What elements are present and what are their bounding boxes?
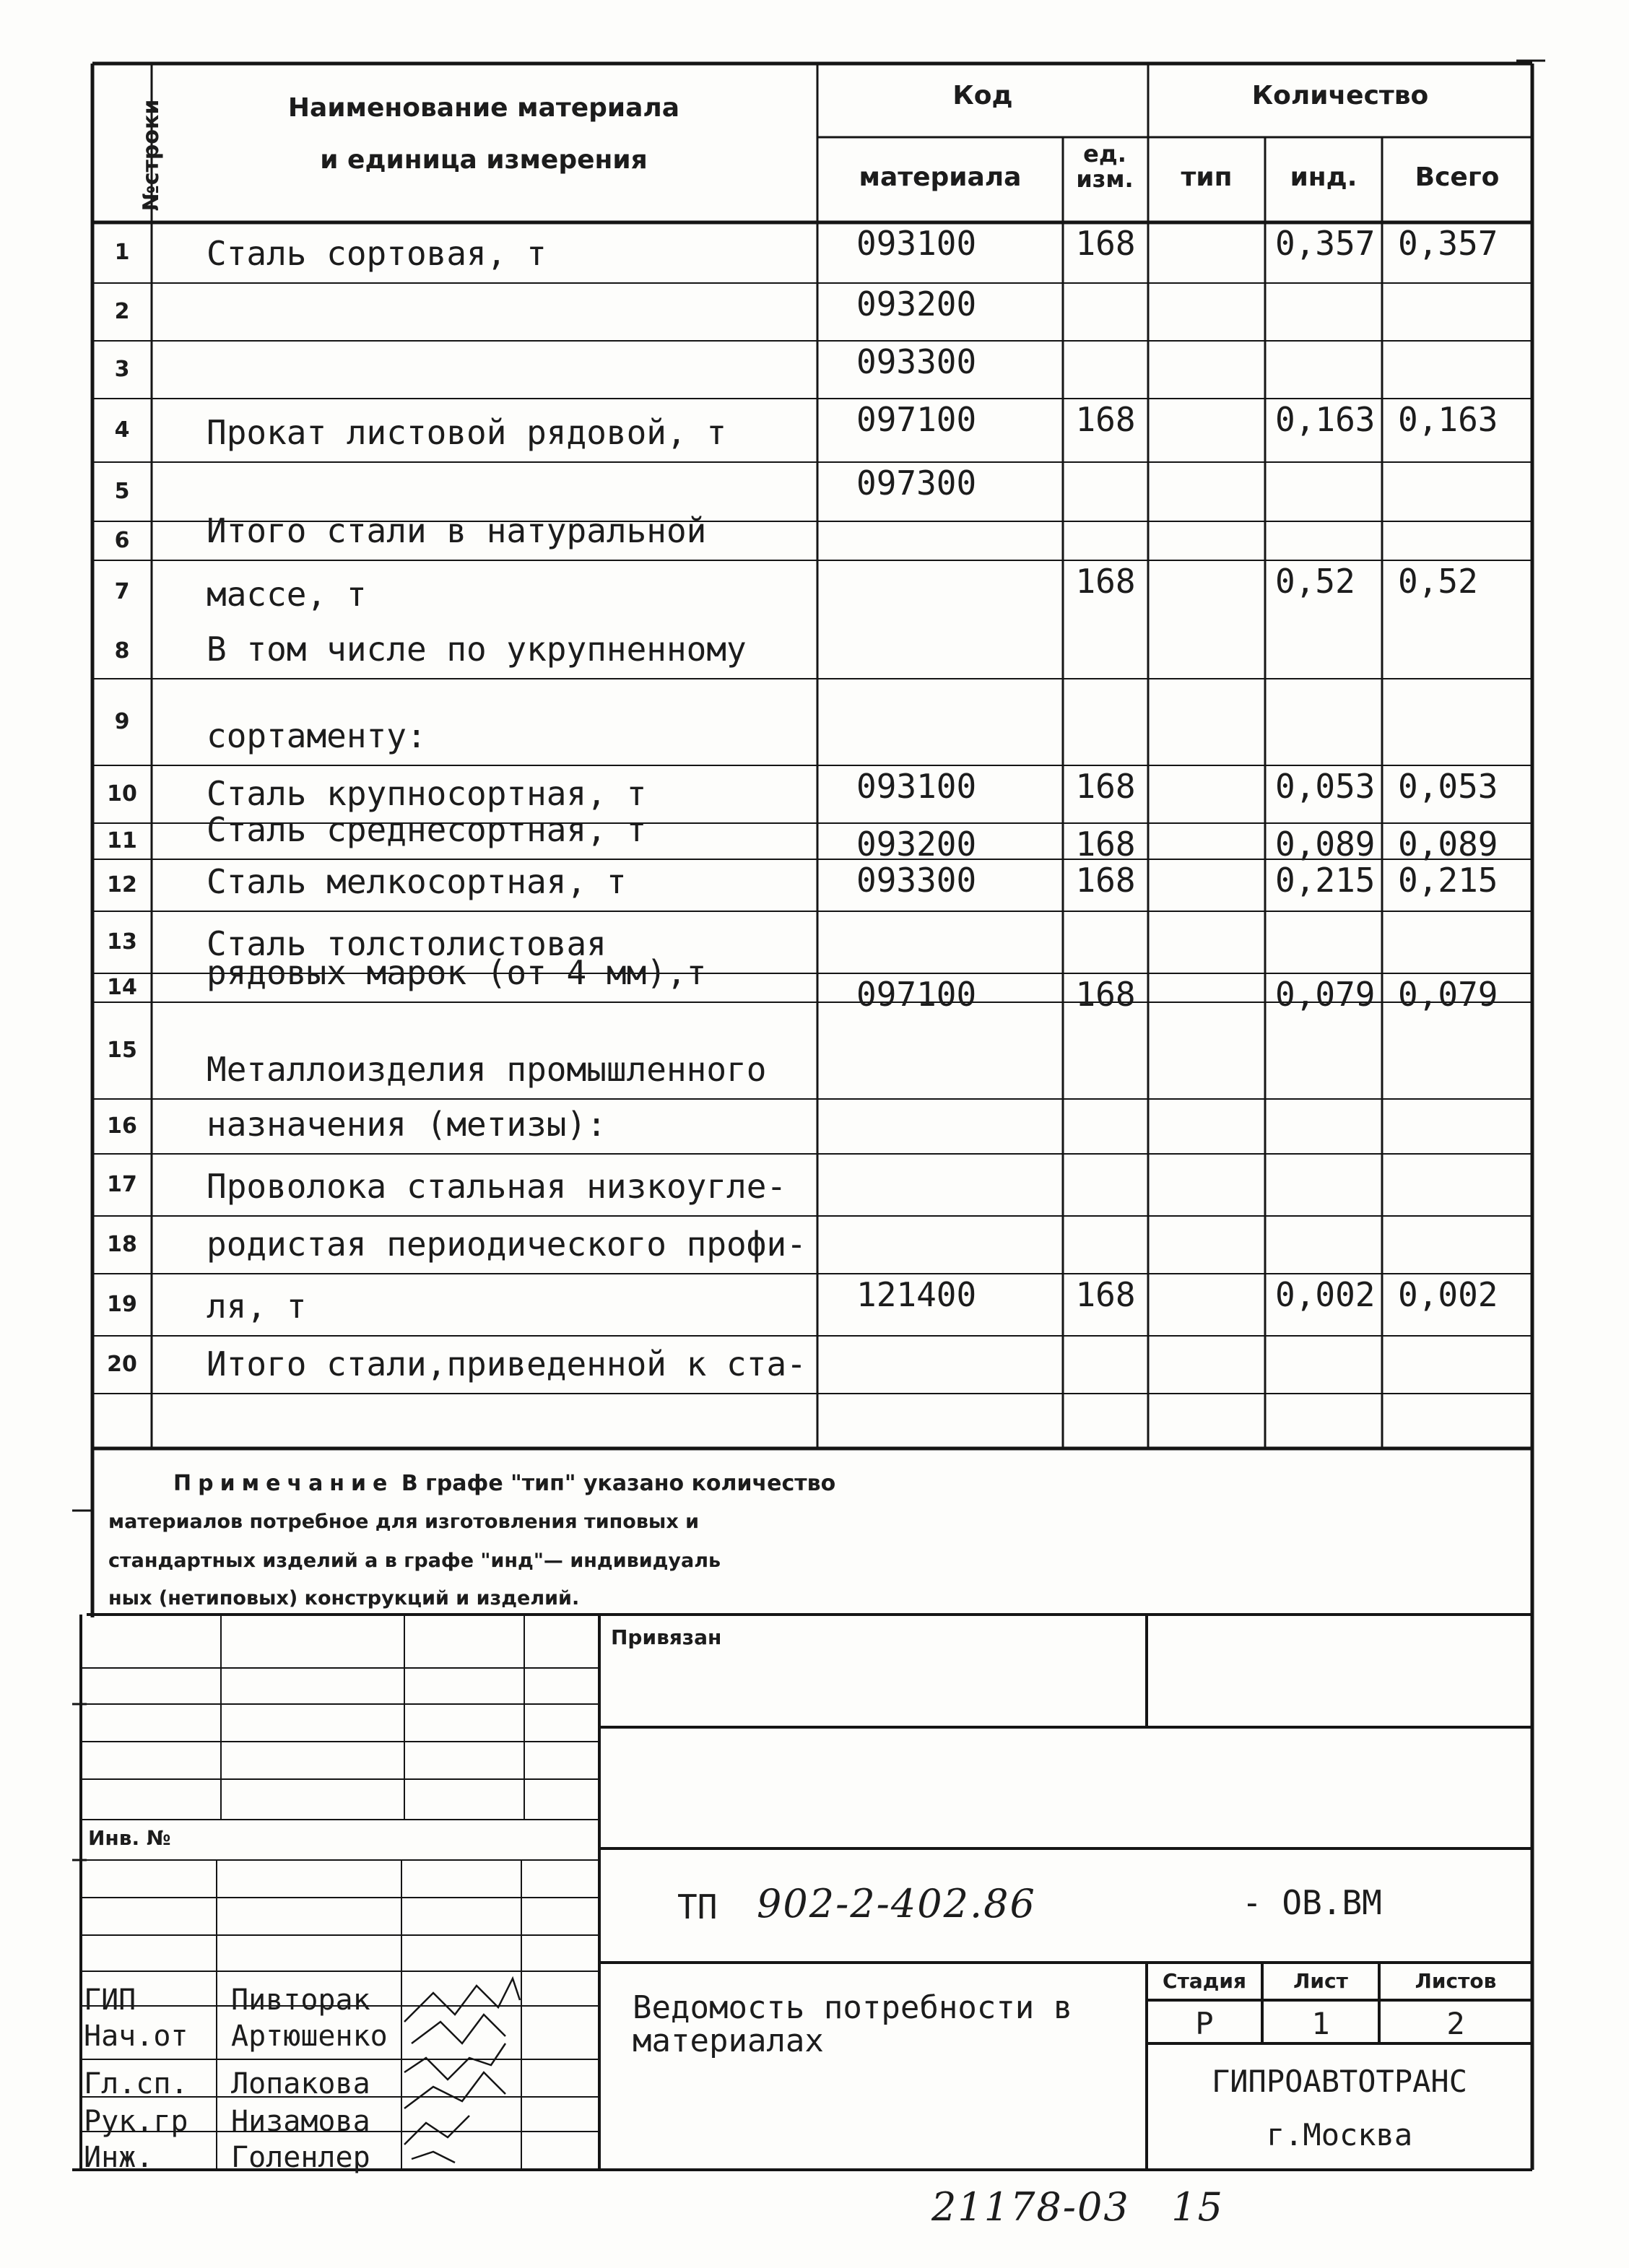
cell-n: 1 bbox=[114, 240, 130, 265]
cell-name: сортаменту: bbox=[207, 716, 427, 755]
cell-n: 16 bbox=[107, 1113, 137, 1139]
stamp-person-name: Голенлер bbox=[231, 2141, 370, 2174]
cell-code: 093200 bbox=[856, 825, 977, 864]
cell-total: 0,163 bbox=[1398, 400, 1498, 439]
bottom-archive-number: 21178-03 15 bbox=[931, 2184, 1224, 2230]
cell-code: 093100 bbox=[856, 224, 977, 263]
cell-unit: 168 bbox=[1075, 1275, 1136, 1314]
cell-n: 12 bbox=[107, 872, 137, 898]
cell-n: 11 bbox=[107, 828, 137, 853]
cell-total: 0,053 bbox=[1398, 767, 1498, 806]
cell-name: Прокат листовой рядовой, т bbox=[207, 413, 727, 452]
cell-code: 093100 bbox=[856, 767, 977, 806]
cell-total: 0,52 bbox=[1398, 562, 1478, 601]
cell-name: В том числе по укрупненному bbox=[207, 630, 747, 669]
cell-name: Металлоизделия промышленного bbox=[207, 1050, 767, 1089]
cell-ind: 0,357 bbox=[1275, 224, 1376, 263]
stamp-inv-number: Инв. № bbox=[88, 1826, 171, 1850]
stamp-sheet: 1 bbox=[1311, 2006, 1330, 2041]
stamp-person-role: Инж. bbox=[84, 2141, 154, 2174]
cell-name: назначения (метизы): bbox=[207, 1105, 607, 1144]
cell-n: 15 bbox=[107, 1038, 137, 1063]
cell-n: 2 bbox=[114, 299, 130, 324]
cell-unit: 168 bbox=[1075, 767, 1136, 806]
stamp-tp: ТП bbox=[677, 1887, 718, 1926]
cell-n: 8 bbox=[114, 638, 130, 664]
cell-n: 9 bbox=[114, 709, 130, 734]
stamp-person-role: Рук.гр bbox=[84, 2105, 188, 2138]
cell-code: 093300 bbox=[856, 861, 977, 900]
cell-unit: 168 bbox=[1075, 975, 1136, 1014]
note-line1 bbox=[173, 1473, 835, 1495]
stamp-person-role: ГИП bbox=[84, 1984, 136, 2017]
stamp-person-name: Низамова bbox=[231, 2105, 370, 2138]
stamp-stage-label: Стадия bbox=[1163, 1969, 1246, 1993]
cell-n: 20 bbox=[107, 1352, 137, 1377]
cell-name: Проволока стальная низкоугле- bbox=[207, 1167, 787, 1206]
cell-code: 121400 bbox=[856, 1275, 977, 1314]
cell-name: Сталь сортовая, т bbox=[207, 234, 547, 273]
cell-unit: 168 bbox=[1075, 400, 1136, 439]
cell-code: 093200 bbox=[856, 284, 977, 323]
cell-name: Сталь мелкосортная, т bbox=[207, 862, 627, 901]
stamp-sheets-label: Листов bbox=[1415, 1969, 1497, 1993]
header-quantity: Количество bbox=[1251, 81, 1429, 110]
note-line2: материалов потребное для изготовления типовых и bbox=[108, 1511, 700, 1533]
cell-ind: 0,079 bbox=[1275, 975, 1376, 1014]
cell-ind: 0,089 bbox=[1275, 825, 1376, 864]
header-total: Всего bbox=[1415, 162, 1500, 192]
cell-n: 13 bbox=[107, 929, 137, 955]
stamp-person-name: Лопакова bbox=[231, 2067, 370, 2100]
cell-n: 18 bbox=[107, 1232, 137, 1257]
cell-ind: 0,002 bbox=[1275, 1275, 1376, 1314]
cell-name: Итого стали,приведенной к ста- bbox=[207, 1344, 807, 1383]
cell-ind: 0,52 bbox=[1275, 562, 1355, 601]
cell-name: рядовых марок (от 4 мм),т bbox=[207, 953, 707, 992]
cell-code: 097300 bbox=[856, 464, 977, 503]
stamp-city: г.Москва bbox=[1266, 2117, 1413, 2152]
stamp-sheet-label: Лист bbox=[1293, 1969, 1348, 1993]
header-ind: инд. bbox=[1290, 162, 1358, 192]
cell-name: Сталь крупносортная, т bbox=[207, 774, 647, 813]
stamp-title: Ведомость потребности в материалах bbox=[633, 1989, 1073, 2060]
cell-name: Сталь толстолистовая bbox=[207, 924, 607, 963]
header-material: материала bbox=[859, 162, 1022, 192]
stamp-sheets: 2 bbox=[1446, 2006, 1465, 2041]
cell-total: 0,215 bbox=[1398, 861, 1498, 900]
stamp-doc-suffix: - ОВ.ВМ bbox=[1242, 1883, 1382, 1922]
header-name-line1: Наименование материала bbox=[287, 93, 680, 123]
stamp-org: ГИПРОАВТОТРАНС bbox=[1211, 2064, 1467, 2099]
cell-n: 6 bbox=[114, 528, 130, 553]
cell-n: 10 bbox=[107, 781, 137, 807]
header-unit: ед. изм. bbox=[1076, 140, 1134, 194]
cell-code: 097100 bbox=[856, 400, 977, 439]
cell-name: Сталь среднесортная, т bbox=[207, 810, 647, 849]
cell-total: 0,002 bbox=[1398, 1275, 1498, 1314]
header-type: тип bbox=[1181, 162, 1233, 192]
header-row-number: №строки bbox=[139, 99, 164, 212]
cell-total: 0,357 bbox=[1398, 224, 1498, 263]
cell-unit: 168 bbox=[1075, 224, 1136, 263]
cell-n: 4 bbox=[114, 417, 130, 443]
cell-unit: 168 bbox=[1075, 562, 1136, 601]
header-code: Код bbox=[952, 81, 1013, 110]
cell-name: Итого стали в натуральной bbox=[207, 511, 707, 550]
stamp-person-role: Нач.от bbox=[84, 2020, 188, 2053]
stamp-doc-number: 902-2-402.86 bbox=[757, 1881, 1036, 1926]
cell-n: 17 bbox=[107, 1172, 137, 1197]
cell-n: 14 bbox=[107, 975, 137, 1000]
cell-ind: 0,163 bbox=[1275, 400, 1376, 439]
cell-total: 0,079 bbox=[1398, 975, 1498, 1014]
cell-ind: 0,053 bbox=[1275, 767, 1376, 806]
cell-unit: 168 bbox=[1075, 861, 1136, 900]
cell-ind: 0,215 bbox=[1275, 861, 1376, 900]
cell-n: 3 bbox=[114, 357, 130, 382]
stamp-person-name: Пивторак bbox=[231, 1984, 370, 2017]
cell-code: 097100 bbox=[856, 975, 977, 1014]
stamp-person-role: Гл.сп. bbox=[84, 2067, 188, 2100]
note-line1-text: В графе "тип" указано количество bbox=[394, 1471, 836, 1496]
header-name-line2: и единица измерения bbox=[320, 145, 648, 175]
note-spaced-word: Примечание bbox=[173, 1471, 394, 1496]
stamp-privyazan: Привязан bbox=[611, 1625, 722, 1649]
cell-name: родистая периодического профи- bbox=[207, 1225, 807, 1264]
cell-code: 093300 bbox=[856, 342, 977, 381]
cell-n: 5 bbox=[114, 479, 130, 504]
stamp-person-name: Артюшенко bbox=[231, 2020, 388, 2053]
cell-name: ля, т bbox=[207, 1287, 307, 1326]
cell-name: массе, т bbox=[207, 575, 367, 614]
note-line4: ных (нетиповых) конструкций и изделий. bbox=[108, 1587, 580, 1609]
note-line3: стандартных изделий а в графе "инд"— индивидуаль bbox=[108, 1550, 721, 1572]
cell-n: 19 bbox=[107, 1292, 137, 1317]
stamp-stage: Р bbox=[1195, 2006, 1214, 2041]
cell-total: 0,089 bbox=[1398, 825, 1498, 864]
cell-unit: 168 bbox=[1075, 825, 1136, 864]
cell-n: 7 bbox=[114, 579, 130, 604]
